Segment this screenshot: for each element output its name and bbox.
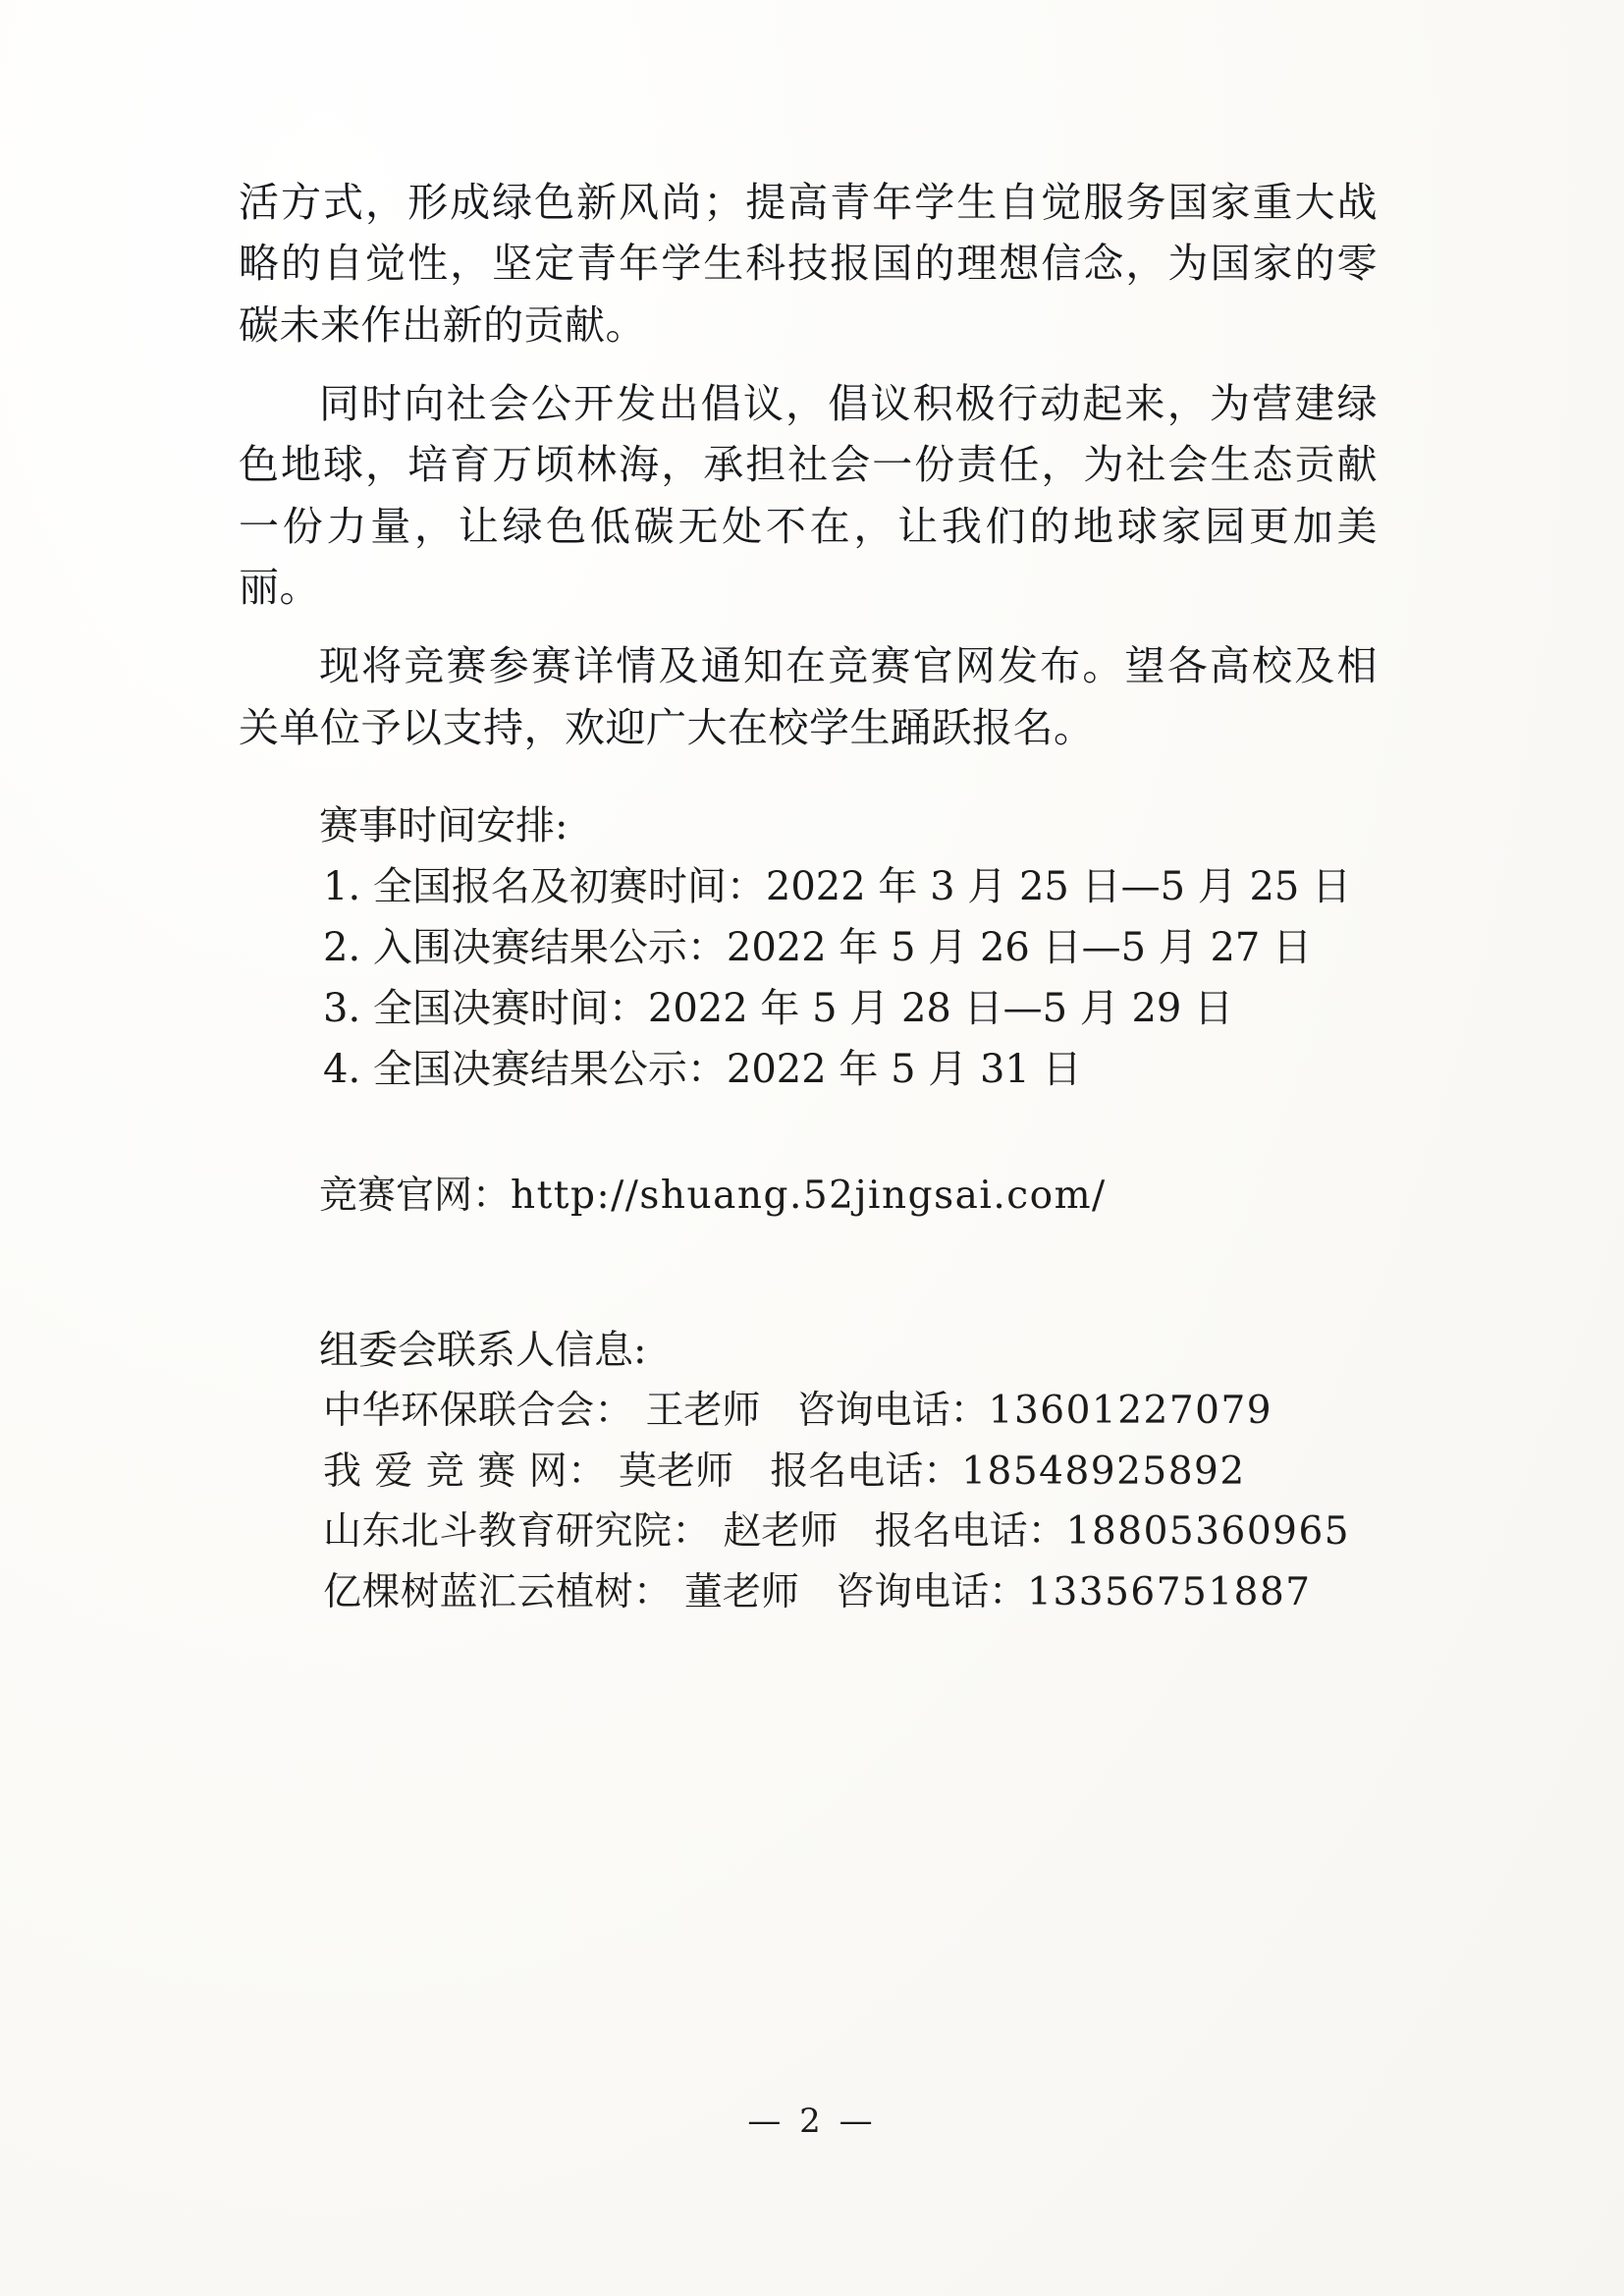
schedule-item: 2. 入围决赛结果公示：2022 年 5 月 26 日—5 月 27 日: [323, 924, 1313, 970]
contact-phone: 18805360965: [1065, 1509, 1351, 1555]
official-website-label: 竞赛官网：: [319, 1173, 512, 1218]
schedule-item: 3. 全国决赛时间：2022 年 5 月 28 日—5 月 29 日: [323, 985, 1234, 1031]
paragraph-continuation: 活方式，形成绿色新风尚；提高青年学生自觉服务国家重大战略的自觉性，坚定青年学生科技报国的理想信念，为国家的零碳未来作出新的贡献。: [239, 179, 1378, 349]
schedule-heading: 赛事时间安排:: [319, 802, 568, 848]
paragraph-initiative: 同时向社会公开发出倡议，倡议积极行动起来，为营建绿色地球，培育万顷林海，承担社会一份责任，为社会生态贡献一份力量，让绿色低碳无处不在，让我们的地球家园更加美丽。: [239, 379, 1378, 611]
contact-phone-label: 咨询电话：: [796, 1389, 989, 1434]
schedule-item: 4. 全国决赛结果公示：2022 年 5 月 31 日: [323, 1046, 1082, 1092]
page-content: [239, 172, 1378, 1623]
page-number-footer: — 2 —: [747, 2102, 877, 2141]
spacer: [239, 762, 1378, 795]
contact-phone-label: 报名电话：: [770, 1449, 962, 1494]
contact-org: 山东北斗教育研究院：: [323, 1509, 712, 1555]
contact-heading: 组委会联系人信息:: [319, 1328, 647, 1374]
official-website-line: [239, 1167, 1378, 1226]
spacer: [239, 1100, 1378, 1167]
contact-phone-label: 咨询电话：: [836, 1570, 1028, 1615]
contact-phone: 13601227079: [988, 1389, 1273, 1434]
contact-row: [239, 1502, 1378, 1562]
schedule-item: 1. 全国报名及初赛时间：2022 年 3 月 25 日—5 月 25 日: [323, 863, 1352, 909]
contact-person: 王老师: [645, 1389, 761, 1434]
spacer: [239, 622, 1378, 635]
contact-person: 莫老师: [619, 1449, 734, 1494]
contact-person: 赵老师: [723, 1509, 839, 1555]
paragraph-announcement: 现将竞赛参赛详情及通知在竞赛官网发布。望各高校及相关单位予以支持，欢迎广大在校学生踊跃报名。: [239, 642, 1378, 751]
contact-row: [239, 1442, 1378, 1503]
contact-phone: 18548925892: [961, 1449, 1246, 1494]
official-website-url[interactable]: http://shuang.52jingsai.com/: [511, 1173, 1107, 1218]
contact-phone-label: 报名电话：: [874, 1509, 1066, 1555]
contact-person: 董老师: [683, 1570, 799, 1615]
contact-row: [239, 1381, 1378, 1442]
contact-phone: 13356751887: [1027, 1570, 1312, 1615]
contact-org: 我 爱 竞 赛 网：: [323, 1449, 607, 1494]
spacer: [239, 359, 1378, 373]
spacer: [239, 1226, 1378, 1320]
contact-row: [239, 1562, 1378, 1623]
contact-org: 中华环保联合会：: [323, 1389, 634, 1434]
contact-org: 亿棵树蓝汇云植树：: [323, 1570, 673, 1615]
